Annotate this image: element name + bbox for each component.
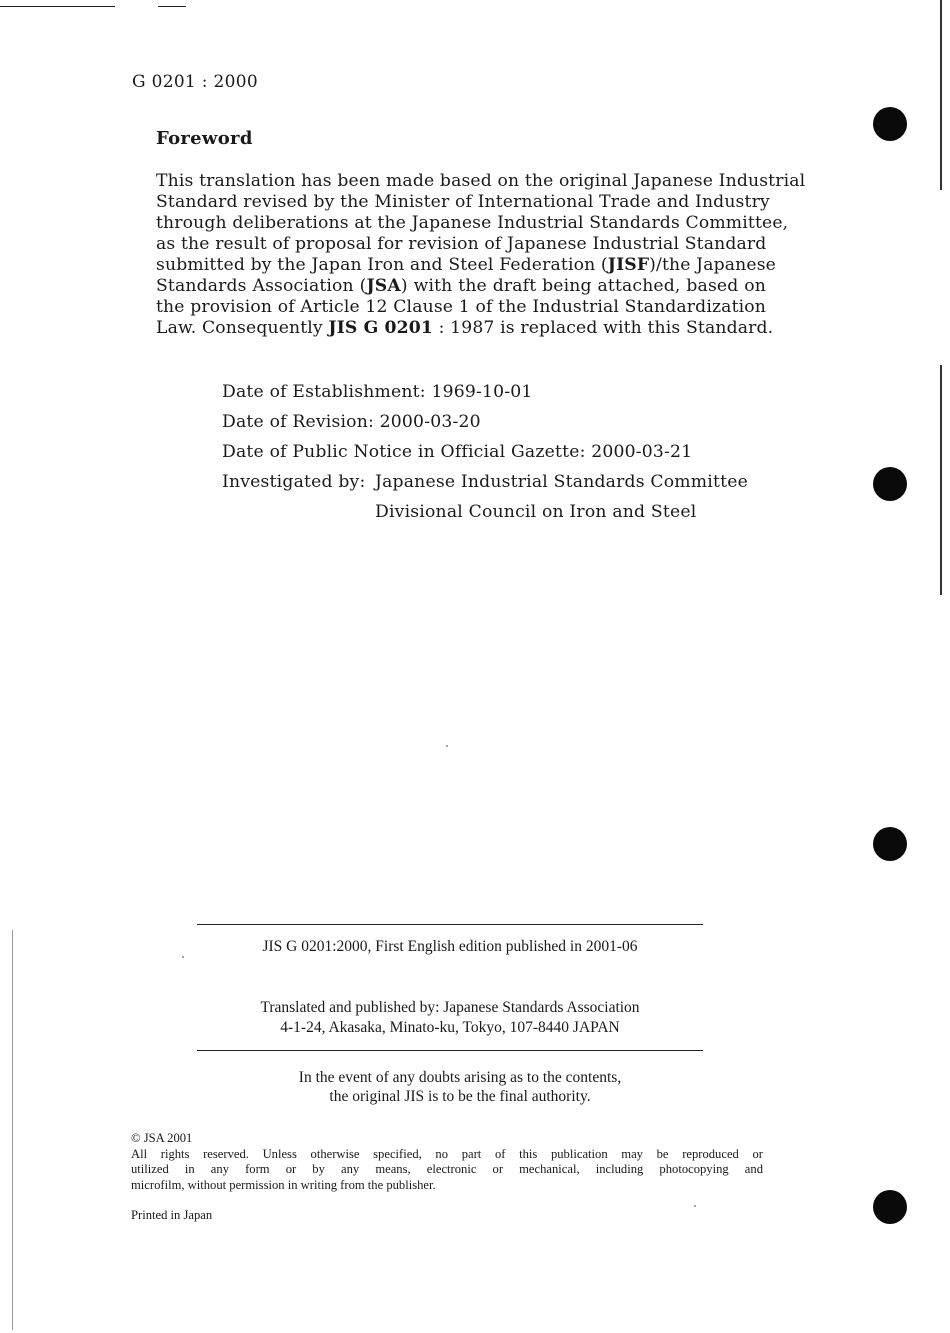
scan-speck (694, 1205, 696, 1207)
foreword-bold-term: JIS G 0201 (328, 318, 433, 338)
foreword-line (156, 297, 766, 318)
date-of-establishment: Date of Establishment: 1969-10-01 (222, 382, 533, 402)
foreword-text: This translation has been made based on the original Japanese Industrial (156, 171, 806, 191)
investigated-by-row (222, 467, 748, 497)
copyright-block (131, 1131, 763, 1193)
punch-hole-icon (873, 107, 907, 141)
scan-edge-right (940, 365, 942, 595)
scan-top-line (0, 6, 115, 7)
date-of-revision: Date of Revision: 2000-03-20 (222, 412, 481, 432)
foreword-text: as the result of proposal for revision of Japanese Industrial Standard (156, 234, 767, 254)
dates-block (222, 377, 748, 527)
authority-note (0, 1068, 920, 1106)
investigated-by-row-2 (222, 497, 748, 527)
edition-note: JIS G 0201:2000, First English edition published in 2001-06 (262, 938, 638, 955)
foreword-bold-term: JSA (366, 276, 401, 296)
investigated-by-label: Investigated by: (222, 472, 366, 492)
foreword-bold-term: JISF (607, 255, 650, 275)
foreword-text: ) with the draft being attached, based on (400, 276, 766, 296)
punch-hole-icon (873, 467, 907, 501)
divider-rule (197, 1050, 703, 1051)
foreword-text: submitted by the Japan Iron and Steel Federation ( (156, 255, 608, 275)
authority-line-2: the original JIS is to be the final authority. (329, 1088, 591, 1105)
foreword-line (156, 276, 766, 297)
publisher-address: 4-1-24, Akasaka, Minato-ku, Tokyo, 107-8440 JAPAN (280, 1019, 620, 1036)
foreword-line (156, 234, 766, 255)
foreword-line (156, 318, 774, 339)
foreword-text: )/the Japanese (649, 255, 776, 275)
scan-top-line (158, 6, 186, 7)
rights-line-1: All rights reserved. Unless otherwise specified, no part of this publication may be reproduced or (131, 1146, 763, 1161)
foreword-text: the provision of Article 12 Clause 1 of the Industrial Standardization (156, 297, 766, 317)
scan-speck (446, 745, 448, 747)
rights-line-3: microfilm, without permission in writing from the publisher. (131, 1177, 436, 1192)
foreword-text: Law. Consequently (156, 318, 329, 338)
copyright-notice: © JSA 2001 (131, 1131, 193, 1145)
foreword-text: : 1987 is replaced with this Standard. (433, 318, 774, 338)
rights-line-2: utilized in any form or by any means, electronic or mechanical, including photocopying and (131, 1162, 763, 1176)
foreword-text: through deliberations at the Japanese Industrial Standards Committee, (156, 213, 789, 233)
investigated-by-committee: Japanese Industrial Standards Committee (375, 472, 748, 492)
foreword-line (156, 192, 770, 213)
printed-in: Printed in Japan (131, 1208, 213, 1222)
publisher-info (0, 998, 900, 1038)
foreword-text: Standard revised by the Minister of International Trade and Industry (156, 192, 770, 212)
punch-hole-icon (873, 1190, 907, 1224)
standard-number: G 0201 : 2000 (132, 72, 258, 92)
foreword-line (156, 213, 789, 234)
scan-speck (182, 956, 184, 958)
foreword-body (156, 171, 806, 339)
scan-edge-left (12, 930, 13, 1330)
punch-hole-icon (873, 827, 907, 861)
foreword-line (156, 171, 806, 192)
authority-line-1: In the event of any doubts arising as to the contents, (298, 1069, 622, 1086)
publisher-line: Translated and published by: Japanese Standards Association (260, 999, 640, 1016)
foreword-line (156, 255, 776, 276)
foreword-title: Foreword (156, 128, 253, 149)
divider-rule (197, 924, 703, 925)
scan-edge-right (940, 0, 942, 190)
foreword-text: Standards Association ( (156, 276, 367, 296)
investigated-by-council: Divisional Council on Iron and Steel (375, 502, 697, 522)
date-of-public-notice: Date of Public Notice in Official Gazette: 2000-03-21 (222, 442, 693, 462)
